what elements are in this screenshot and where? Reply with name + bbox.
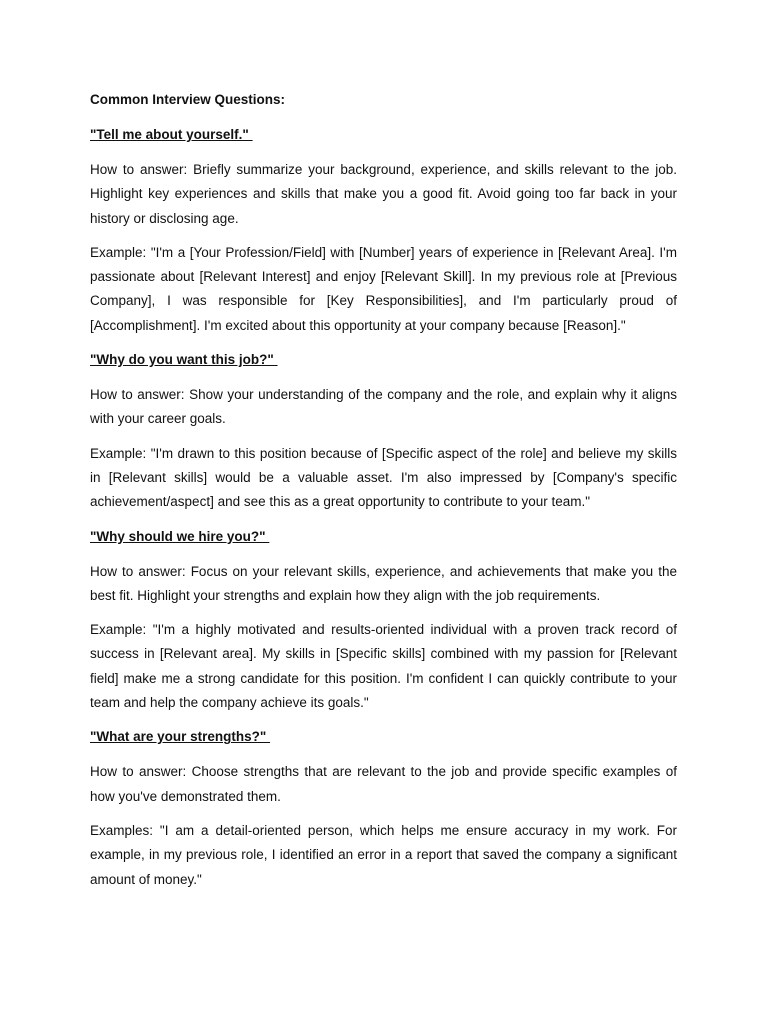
example-paragraph: Examples: "I am a detail-oriented person, which helps me ensure accuracy in my work. For example, in my previous role, I identified an error in a report that saved the company a significant amount of money.": [90, 822, 677, 887]
section-why-hire-you: [90, 525, 677, 716]
section-strengths: [90, 725, 677, 891]
question-heading: "Tell me about yourself.": [90, 127, 253, 142]
document-page: [90, 88, 677, 902]
section-tell-me-about-yourself: [90, 123, 677, 338]
question-heading: "Why do you want this job?": [90, 352, 278, 368]
how-to-answer-paragraph: How to answer: Briefly summarize your background, experience, and skills relevant to the job. Highlight key experiences and skills that make you a good fit. Avoid going too far back in your history or disclosing age.: [90, 162, 677, 226]
how-to-answer-paragraph: How to answer: Show your understanding of the company and the role, and explain why it aligns with your career goals.: [90, 387, 677, 427]
example-paragraph: Example: "I'm a [Your Profession/Field] with [Number] years of experience in [Relevant Area]. I'm passionate about [Relevant Interest] and enjoy [Relevant Skill]. In my previous role at [Previous Company], I was responsible for [Key Responsibilities], and I'm particularly proud of [Accomplishment]. I'm excited about this opportunity at your company because [Reason].": [90, 244, 677, 333]
document-title: Common Interview Questions:: [90, 92, 286, 107]
question-heading: "Why should we hire you?": [90, 528, 270, 544]
how-to-answer-paragraph: How to answer: Choose strengths that are relevant to the job and provide specific examples of how you've demonstrated them.: [90, 764, 677, 804]
section-why-this-job: [90, 348, 677, 514]
example-paragraph: Example: "I'm a highly motivated and results-oriented individual with a proven track record of success in [Relevant area]. My skills in [Specific skills] combined with my passion for [Relevant field] make me a strong candidate for this position. I'm confident I can quickly contribute to your team and help the company achieve its goals.": [90, 622, 677, 711]
question-heading: "What are your strengths?": [90, 729, 271, 745]
how-to-answer-paragraph: How to answer: Focus on your relevant skills, experience, and achievements that make you the best fit. Highlight your strengths and explain how they align with the job requirements.: [90, 563, 677, 603]
example-paragraph: Example: "I'm drawn to this position because of [Specific aspect of the role] and believe my skills in [Relevant skills] would be a valuable asset. I'm also impressed by [Company's specific achievement/aspect] and see this as a great opportunity to contribute to your team.": [90, 445, 677, 510]
